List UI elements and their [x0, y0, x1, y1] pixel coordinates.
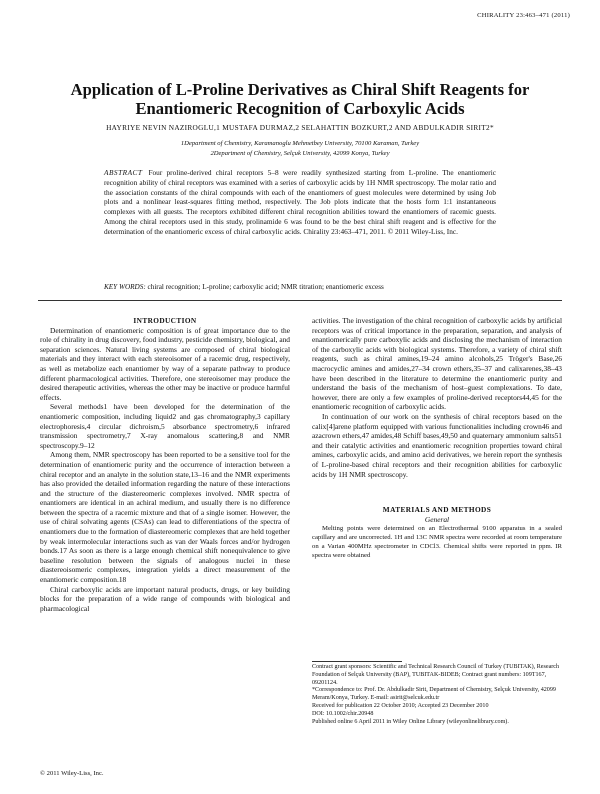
footnote-received: Received for publication 22 October 2010; Accepted 23 December 2010: [312, 702, 489, 709]
footnote-grant: Contract grant sponsors: Scientific and Technical Research Council of Turkey (TUBITAK), Research Foundation of Selçuk University (BAP), TUBITAK-BIDEB; Contract grant numbers: 109T167, 09201124.: [312, 664, 560, 686]
intro-paragraph-4: Chiral carboxylic acids are important natural products, drugs, or key building blocks for the preparation of a wide range of compounds with biological and pharmacological: [40, 584, 290, 613]
general-paragraph: Melting points were determined on an Electrothermal 9100 apparatus in a sealed capillary and are uncorrected. 1H and 13C NMR spectra were recorded at room temperature on a Varian 400MHz spectrometer in CDCl3. Chemical shifts were reported in ppm. IR spectra were obtained: [312, 525, 562, 560]
intro-paragraph-2: Several methods1 have been developed for the determination of the enantiomeric composition, including liquid2 and gas chromatography,3 capillary electrophoresis,4 circular dichroism,5 absorbance spectrometry,6 infrared transmission spectrometry,7 X-ray anomalous scattering,8 and NMR spectroscopy.9–12: [40, 402, 290, 450]
abstract-block: [104, 168, 496, 237]
intro-paragraph-5: activities. The investigation of the chiral recognition of carboxylic acids by artificial receptors was of critical importance in the preparation, separation, and analysis of enantiomerically pure carboxylic acids and disclosing the mechanism of interaction of the carboxylic acids with biological systems. Therefore, a variety of chiral shift reagents, such as chiral amines,19–24 amino alcohols,25 Tröger's Base,26 macrocyclic amines and amides,27–34 crown ethers,35–37 and calixarenes,38–43 have been described in the literature to determine the enantiomeric purity and understand the basis of the mechanism of host–guest complexations. To date, however, there are only a few examples of proline-derived receptors44,45 for the enantiomeric recognition of carboxylic acids.: [312, 316, 562, 412]
author-list: HAYRIYE NEVIN NAZIROGLU,1 MUSTAFA DURMAZ,2 SELAHATTIN BOZKURT,2 AND ABDULKADIR SIRIT2*: [106, 123, 494, 132]
abstract-label: ABSTRACT: [104, 168, 143, 177]
intro-heading: INTRODUCTION: [133, 316, 197, 325]
journal-header: CHIRALITY 23:463–471 (2011): [477, 12, 570, 19]
footnote-doi: DOI: 10.1002/chir.20948: [312, 710, 374, 717]
affiliation-1: 1Department of Chemistry, Karamanoglu Mehmetbey University, 70100 Karaman, Turkey: [180, 140, 420, 147]
divider-top: [38, 300, 562, 301]
footnote-correspondence: *Correspondence to: Prof. Dr. Abdulkadir Sirit, Department of Chemistry, Selçuk University, 42099 Meram/Konya, Turkey. E-mail: asirit@selcuk.edu.tr: [312, 687, 556, 702]
abstract-text: Four proline-derived chiral receptors 5–8 were readily synthesized starting from L-proline. The enantiomeric recognition ability of chiral receptors was examined with a series of carboxylic acids by 1H NMR spectroscopy. The molar ratio and the association constants of the chiral compounds with each of the enantiomers of guest molecules were determined by using Job plots and a nonlinear least-squares fitting method, respectively. The Job plots indicate that the hosts form 1:1 instantaneous complexes with all guests. The receptors exhibited different chiral recognition abilities toward the enantiomers of racemic guests. Among the chiral receptors used in this study, prolinamide 6 was found to be the best chiral shift reagent and is effective for the determination of the enantiomeric excess of chiral carboxylic acids. Chirality 23:463–471, 2011. © 2011 Wiley-Liss, Inc.: [104, 168, 496, 236]
footnotes: [312, 664, 562, 726]
right-column: [312, 316, 562, 560]
methods-heading: MATERIALS AND METHODS: [382, 505, 492, 515]
general-heading: General: [424, 514, 450, 524]
affiliation-2: 2Department of Chemistry, Selçuk University, 42099 Konya, Turkey: [210, 150, 390, 157]
intro-paragraph-6: In continuation of our work on the synthesis of chiral receptors based on the calix[4]arene platform equipped with various functionalities including crown46 and azacrown ethers,47 amides,48 Schiff bases,49,50 and quaternary ammonium salts51 and their catalytic activities and enantiomeric recognition properties toward chiral amines, carboxylic acids, and amino acid derivatives, we herein report the synthesis of L-proline-based chiral receptors and their recognition abilities for carboxylic acids by 1H NMR spectroscopy.: [312, 411, 562, 479]
keywords-block: [104, 283, 496, 291]
footnote-published: Published online 6 April 2011 in Wiley Online Library (wileyonlinelibrary.com).: [312, 718, 509, 725]
copyright-footer: © 2011 Wiley-Liss, Inc.: [40, 770, 104, 777]
left-column: [40, 316, 290, 613]
intro-paragraph-3: Among them, NMR spectroscopy has been reported to be a sensitive tool for the determination of enantiomeric purity and the occurrence of interaction between a chiral receptor and an analyte in the solution state,13–16 and the NMR experiments has also provided the detailed information regarding the nature of these interactions and the structure of the diastereomeric complexes involved. NMR spectra of enantiomers are identical in an achiral medium, and usually there is no difference between the spectra of a racemic mixture and that of a single isomer. However, the use of chiral solvating agents (CSAs) can lead to differentiations of the spectra of enantiomers due to the formation of diastereomeric complexes that are held together by weak intermolecular interactions such as van der Waals forces and/or hydrogen bonds.17 As soon as there is a large enough chemical shift nonequivalence to give baseline resolution between the signals of analogous nuclei in these diastereoisomeric complexes, integration yields a direct measurement of the enantiomeric composition.18: [40, 450, 290, 585]
intro-paragraph-1: Determination of enantiomeric composition is of great importance due to the role of chirality in drug discovery, food industry, pesticide chemistry, biological, and separation sciences. Natural living systems are composed of chiral biological materials and they interact with each stereoisomer of a racemic drug, respectively, as well as metabolize each enantiomer by way of a separate pathway to produce different pharmacological activities. Therefore, one stereoisomer may produce the desired therapeutic activities, whereas the other may be inactive or produce harmful effects.: [40, 325, 290, 402]
footnote-divider: [312, 661, 402, 662]
keywords-text: chiral recognition; L-proline; carboxylic acid; NMR titration; enantiomeric excess: [147, 283, 384, 291]
paper-title: Application of L-Proline Derivatives as Chiral Shift Reagents for Enantiomeric Recognition of Carboxylic Acids: [70, 80, 530, 118]
keywords-label: KEY WORDS:: [104, 283, 146, 291]
